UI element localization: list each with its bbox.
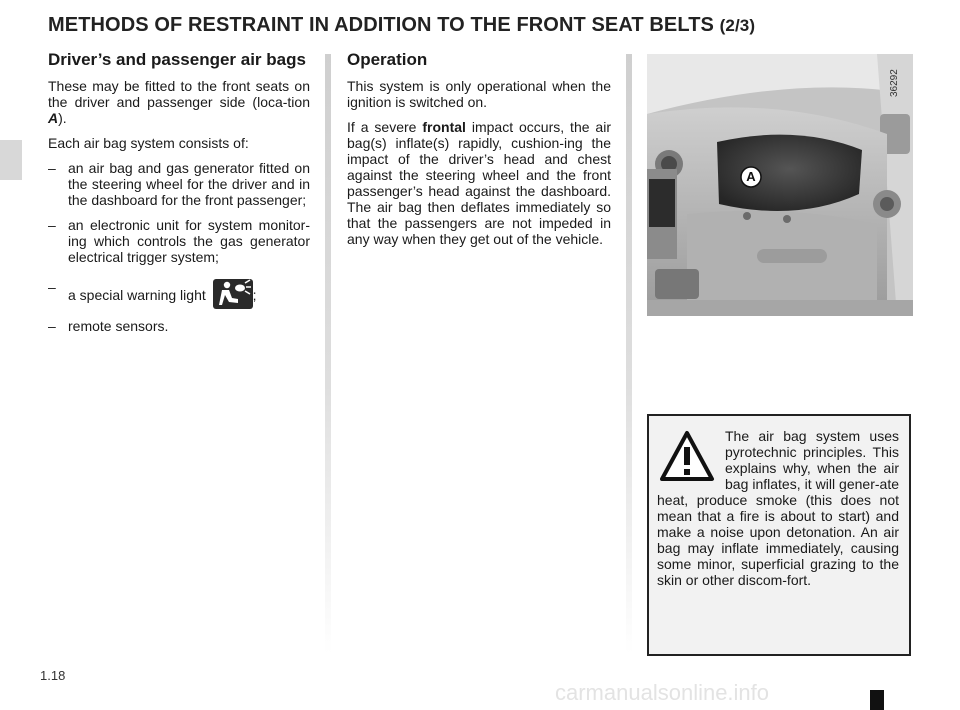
list-dash: – xyxy=(48,279,56,295)
illustration-code: 36292 xyxy=(889,69,900,97)
intro-text: These may be fitted to the front seats on the driver and passenger side (loca-tion xyxy=(48,78,310,110)
warning-light-semicolon: ; xyxy=(252,287,257,303)
list-item-text: remote sensors. xyxy=(68,318,169,334)
list-item xyxy=(48,318,310,334)
consists-of-text: Each air bag system consists of: xyxy=(48,135,249,151)
list-dash: – xyxy=(48,318,56,334)
page-number: 1.18 xyxy=(40,668,66,683)
intro-text-end: ). xyxy=(58,110,67,126)
airbag-warning-light-icon xyxy=(213,279,253,309)
warning-triangle-icon xyxy=(659,430,715,482)
airbags-heading: Driver’s and passenger air bags xyxy=(48,50,306,69)
location-ref: A xyxy=(48,110,59,126)
column-divider-right xyxy=(626,54,632,654)
location-label-a: A xyxy=(746,169,756,184)
warning-content xyxy=(657,428,899,588)
page-corner-mark xyxy=(870,690,884,710)
list-item-text: a special warning light xyxy=(68,287,206,303)
list-item xyxy=(48,160,310,208)
page-title xyxy=(48,14,755,37)
p2-text-end: impact occurs, the air bag(s) inflate(s) rapidly, cushion-ing the impact of the driver’s head and chest against the steering wheel and the front passenger’s head against the dashboard. The air bag then deflates immediately so that the passengers are not impeded in any way when they get out of the vehicle. xyxy=(347,119,611,247)
section-tab xyxy=(0,140,22,180)
list-dash: – xyxy=(48,160,56,176)
list-item-text: an air bag and gas generator fitted on the steering wheel for the driver and in the dashboard for the front passenger; xyxy=(68,160,310,208)
airbags-intro xyxy=(48,78,310,126)
left-column xyxy=(48,50,310,343)
p2-text: If a severe xyxy=(347,119,423,135)
p2-bold: frontal xyxy=(422,119,466,135)
list-item xyxy=(48,279,310,309)
operation-p2 xyxy=(347,119,611,247)
list-dash: – xyxy=(48,217,56,233)
warning-box xyxy=(647,414,911,656)
list-item xyxy=(48,217,310,265)
page-title-text: METHODS OF RESTRAINT IN ADDITION TO THE FRONT SEAT BELTS xyxy=(48,14,714,36)
operation-heading: Operation xyxy=(347,50,428,69)
watermark: carmanualsonline.info xyxy=(555,680,770,705)
dashboard-illustration xyxy=(647,54,913,316)
operation-p1: This system is only operational when the ignition is switched on. xyxy=(347,78,611,110)
warning-text: The air bag system uses pyrotechnic principles. This explains why, when the air bag inflates, it will gener-ate heat, produce smoke (this does not mean that a fire is about to start) and make a noise upon detonation. An air bag may inflate immediately, causing some minor, superficial grazing to the skin or other discom-fort. xyxy=(657,428,899,588)
page-title-suffix: (2/3) xyxy=(719,16,756,35)
column-divider-left xyxy=(325,54,331,654)
list-item-text: an electronic unit for system monitor-ing which controls the gas generator electrical trigger system; xyxy=(68,217,310,265)
middle-column xyxy=(347,50,611,256)
